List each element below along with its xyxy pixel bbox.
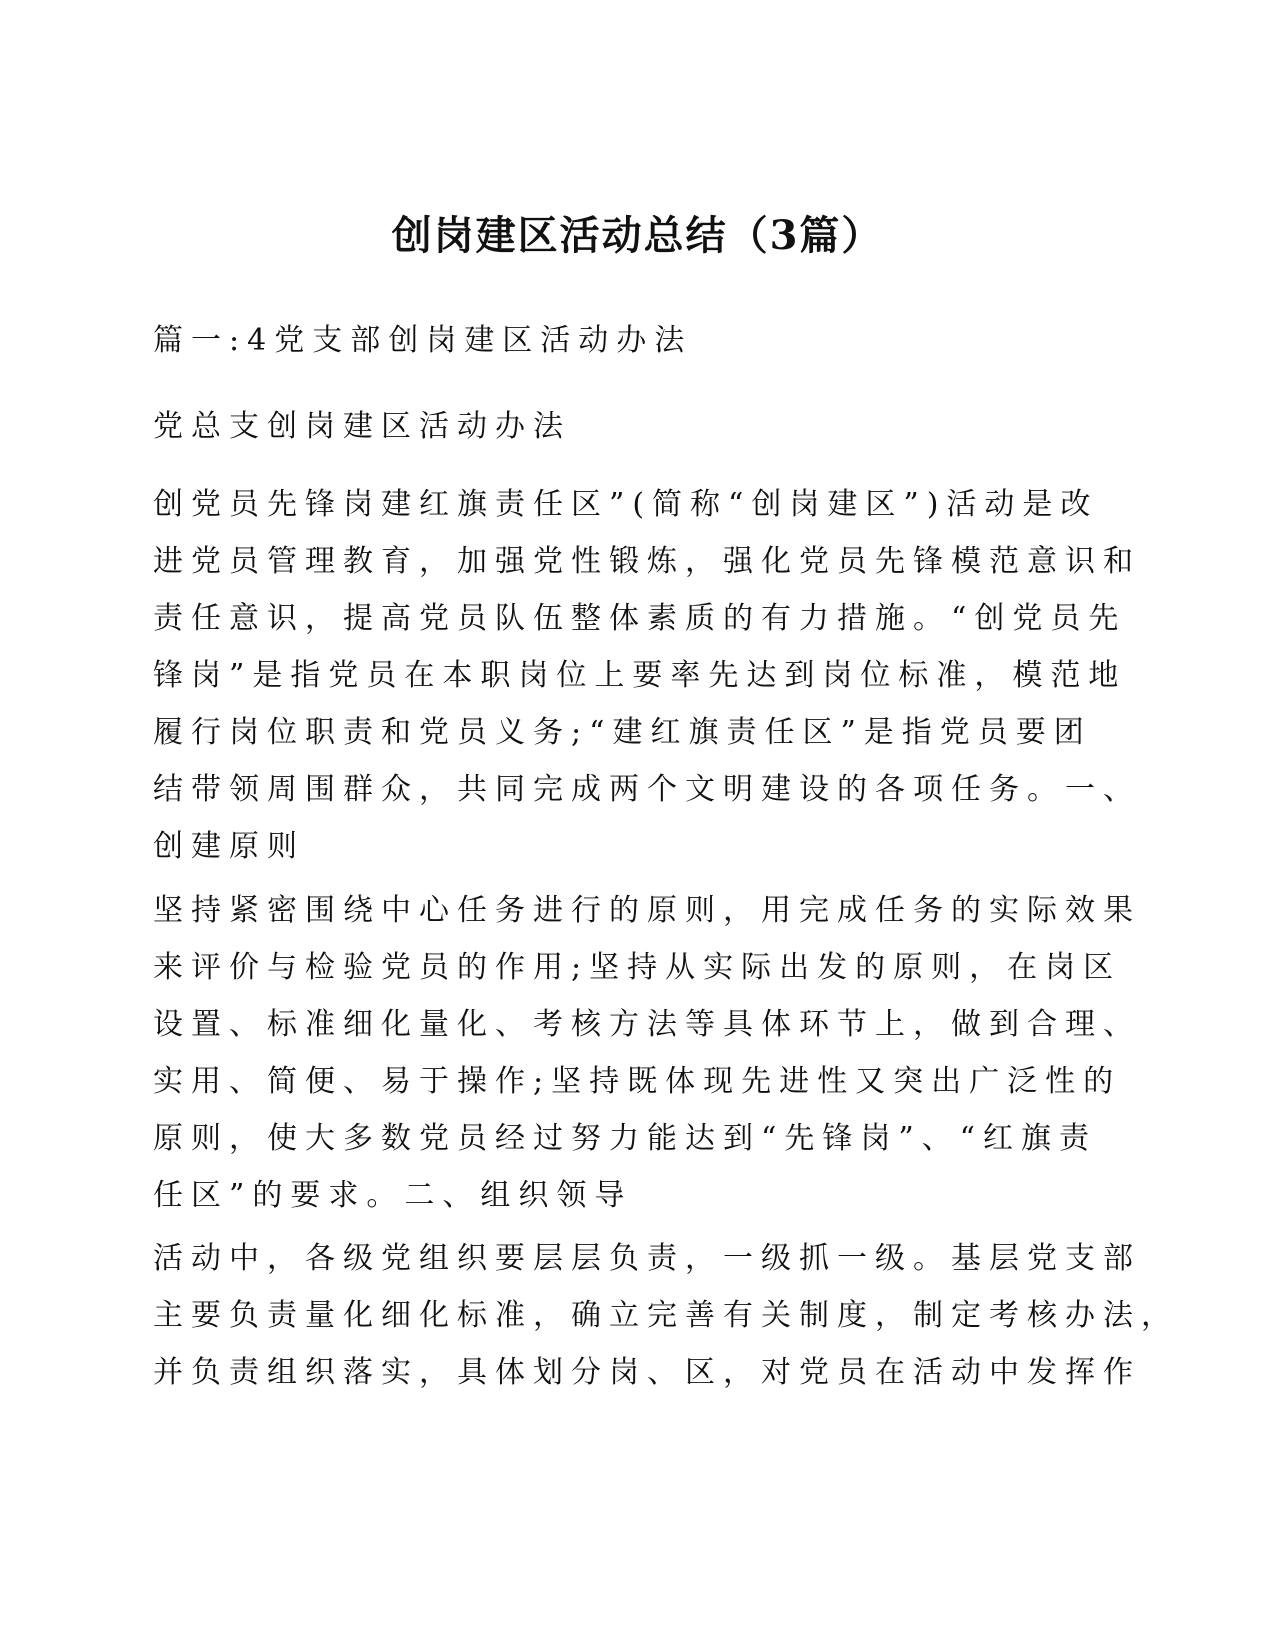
paragraph-line: 结带领周围群众，共同完成两个文明建设的各项任务。一、 [153,772,1141,807]
body-paragraph [153,882,1141,1224]
body-paragraph [153,476,1141,875]
section-subheading: 篇一:4党支部创岗建区活动办法 [153,323,693,358]
paragraph-line: 主要负责量化细化标准，确立完善有关制度，制定考核办法， [153,1298,1179,1333]
paragraph-line: 进党员管理教育，加强党性锻炼，强化党员先锋模范意识和 [153,544,1141,579]
body-paragraph [153,1230,1179,1401]
paragraph-line: 任区”的要求。二、组织领导 [153,1178,633,1213]
paragraph-line: 来评价与检验党员的作用;坚持从实际出发的原则，在岗区 [153,950,1122,985]
paragraph-line: 锋岗”是指党员在本职岗位上要率先达到岗位标准，模范地 [153,658,1127,693]
section-heading: 党总支创岗建区活动办法 [153,409,571,444]
paragraph-line: 坚持紧密围绕中心任务进行的原则，用完成任务的实际效果 [153,893,1141,928]
paragraph-line: 履行岗位职责和党员义务;“建红旗责任区”是指党员要团 [153,715,1092,750]
paragraph-line: 实用、简便、易于操作;坚持既体现先进性又突出广泛性的 [153,1064,1122,1099]
paragraph-line: 活动中，各级党组织要层层负责，一级抓一级。基层党支部 [153,1241,1141,1276]
paragraph-line: 责任意识，提高党员队伍整体素质的有力措施。“创党员先 [153,601,1127,636]
paragraph-line: 并负责组织落实，具体划分岗、区，对党员在活动中发挥作 [153,1355,1141,1390]
paragraph-line: 创建原则 [153,829,305,864]
paragraph-line: 原则，使大多数党员经过努力能达到“先锋岗”、“红旗责 [153,1121,1098,1156]
paragraph-line: 创党员先锋岗建红旗责任区”(简称“创岗建区”)活动是改 [153,487,1099,522]
paragraph-line: 设置、标准细化量化、考核方法等具体环节上，做到合理、 [153,1007,1141,1042]
document-title: 创岗建区活动总结（3篇） [391,212,884,259]
